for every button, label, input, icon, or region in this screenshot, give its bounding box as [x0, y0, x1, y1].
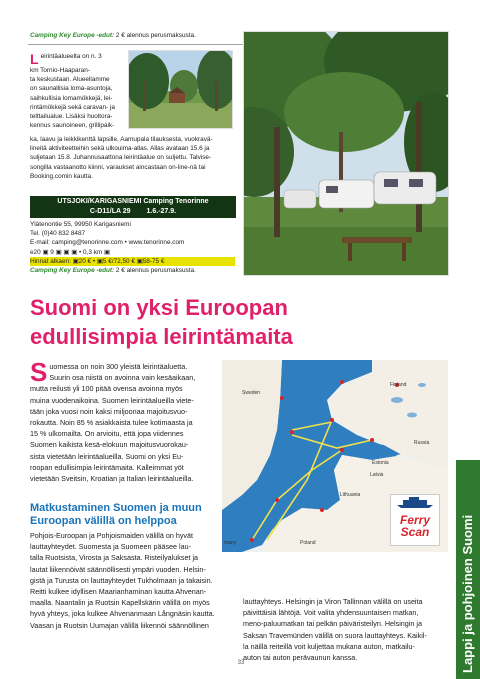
ferry-map	[222, 360, 448, 552]
article-line: la näillä reiteillä voit kuljettaa mukana auton, matkailu-	[243, 641, 415, 651]
article-line: rokautta. Noin 85 % asiakkaista tulee kotimaasta ja	[30, 418, 193, 428]
section-subhead	[30, 502, 240, 528]
map-label-russia: Russia	[414, 440, 430, 446]
camp-intro-line: rintämökkejä sekä caravan- ja	[30, 103, 115, 111]
camp-address: Ylätenontie 55, 99950 Karigasniemi	[30, 221, 131, 228]
article-line: sista vietetään leirintäalueilla. Suomi on yksi Eu-	[30, 451, 184, 461]
article-line: lauttayhteydet. Suomesta ja Suomeen pääsee lau-	[30, 542, 192, 552]
map-label-germany: many	[224, 540, 237, 546]
article-col1	[30, 357, 230, 484]
article-line: muina vuodenaikoina. Suomen leirintäalueilla viete-	[30, 395, 194, 405]
article-line: meno-paluumatkan tai pelkän päiväristeilyn. Helsingin ja	[243, 619, 422, 629]
subhead-line1: Matkustaminen Suomen ja muun	[30, 502, 202, 514]
page-title-line1: Suomi on yksi Euroopan	[30, 295, 288, 320]
camp-intro-line: telttailualue. Lisäksi huoltora-	[30, 113, 113, 121]
campsite-photo-small-image	[129, 51, 232, 128]
article-line: uomessa on noin 300 yleistä leirintäaluetta.	[49, 362, 188, 371]
article-line: roopan edullisimpia leirintämaita. Kalleimmat yöt	[30, 462, 184, 472]
map-label-poland: Poland	[300, 540, 316, 546]
article-line: maalla. Naantalin ja Ruotsin Kapellskärin välillä on myös	[30, 598, 210, 608]
map-label-sweden: Sweden	[242, 390, 261, 396]
top-note	[30, 31, 196, 40]
camp-prices: Hinnat alkaen: ▣20 € • ▣5 €/72,50 € ▣58-75 €	[30, 257, 235, 266]
camp-header-code: C-D11/LA 29	[89, 208, 131, 215]
article-line: hyvä yhteys, joka kulkee Ahvenanmaan Långnäsin kautta.	[30, 609, 215, 619]
article-line: lautat liikennöivät säännöllisesti ympäri vuoden. Helsin-	[30, 564, 206, 574]
article-line: Reitti kulkee idyllisen Maarianhaminan kautta Ahvenan-	[30, 587, 207, 597]
map-label-lithuania: Lithuania	[340, 492, 361, 498]
camp-intro-line: ka, laavu ja leikkikenttä lapsille. Aamupala tilauksesta, vuokravä-	[30, 136, 213, 143]
camp-intro-line: songilla vastaanotto kiinni, varaukset aincastaan on-line-nä tai	[30, 163, 206, 171]
article-line: päivittäisiä lähtöjä. Voit valita yhdensuuntaisen matkan,	[243, 608, 419, 618]
article-line: Vaasan ja Ruotsin Uumajan välillä liikennöi säännöllinen	[30, 620, 209, 630]
section-side-label: Lappi ja pohjoinen Suomi	[460, 514, 475, 673]
camp-intro-line: saihkullisia lomamökkejä, lei-	[30, 94, 113, 102]
camp-header-sub	[34, 207, 232, 217]
camp-intro-line: on saunallisia loma-asuntoja,	[30, 85, 113, 93]
page-title-line2: edullisimpia leirintämaita	[30, 324, 293, 349]
article-line: Suomen kaikista kesä-elokuun majoitusvuorokau-	[30, 440, 189, 450]
campsite-photo-large	[243, 31, 449, 276]
article-line: 15 % ulkomailta. On arvioitu, että jopa viidennes	[30, 429, 184, 439]
camp-header-title: UTSJOKI/KARIGASNIEMI Camping Tenorinne	[57, 198, 209, 205]
camp-key-label: Camping Key Europe -edut:	[30, 267, 115, 275]
camp-key	[30, 266, 235, 275]
camp-key-text: 2 € alennus perusmaksusta.	[114, 267, 196, 275]
article-col1b	[30, 530, 240, 631]
camp-intro-line: lineitä aktiviteetteihin sekä ulkouima-allas. Allas avataan 15.6 ja	[30, 145, 210, 153]
map-label-estonia: Estonia	[372, 460, 389, 466]
camp-intro-line: ta keskustaan. Alueellamme	[30, 76, 110, 84]
ferryscan-logo-line1: Ferry	[399, 513, 431, 527]
camp-intro-line: eirintäalueelta on n. 3	[40, 53, 102, 60]
campsite-photo-small	[128, 50, 233, 129]
campsite-photo-large-image	[244, 32, 448, 275]
camp-intro-line: suljetaan 15.8. Juhannusaattona leirintäalue on suljettu. Talvise-	[30, 154, 212, 162]
camp-email-web: E-mail: camping@tenorinne.com • www.tenorinne.com	[30, 239, 185, 247]
map-label-latvia: Latvia	[370, 472, 384, 478]
camp-dropcap: L	[30, 51, 39, 67]
ferryscan-logo	[390, 494, 440, 546]
camp-phone: Tel. (0)40 832 8487	[30, 230, 86, 238]
article-dropcap: S	[30, 357, 48, 387]
camp-details	[30, 220, 235, 275]
ferryscan-logo-line2: Scan	[400, 525, 430, 539]
article-line: Saksan Travemünden välillä on suora lauttayhteys. Kaikil-	[243, 630, 427, 640]
article-line: auton tai auton perävaunun kanssa.	[243, 653, 358, 663]
article-line: gistä ja Turusta on lauttayhteydet Tukholmaan ja takaisin.	[30, 575, 213, 585]
camping-key-label: Camping Key Europe -edut:	[30, 32, 115, 39]
page-number: 33	[237, 660, 245, 666]
article-line: Pohjois-Euroopan ja Pohjoismaiden välillä on hyvät	[30, 531, 194, 540]
map-label-finland: Finland	[390, 382, 407, 388]
camp-intro-line: kennus saunoineen, grillipaik-	[30, 122, 115, 130]
camp-header-dates: 1.6.-27.9.	[146, 208, 177, 215]
camp-intro-narrow	[30, 52, 126, 130]
camp-intro-line: Booking.comin kautta.	[30, 172, 93, 180]
ferry-ship-icon	[391, 495, 439, 509]
camping-key-text: 2 € alennus perusmaksusta.	[114, 32, 196, 39]
camp-intro-line: km Tornio-Haaparan-	[30, 67, 90, 74]
section-side-label-wrap	[456, 460, 480, 679]
article-line: Suurin osa niistä on avoinna vain kesäaikaan,	[49, 373, 196, 383]
subhead-line2: Euroopan välillä on helppoa	[30, 515, 177, 527]
camp-amenities: e20 ▣ 9 ▣ ▣ ▣ • 0,3 km ▣	[30, 248, 111, 256]
article-line: tään joka vuosi noin kaksi miljoonaa majoitusvuo-	[30, 406, 188, 416]
camp-intro-wide	[30, 135, 235, 181]
page-title	[30, 293, 450, 351]
article-line: talla Ruotsista, Virosta ja Saksasta. Risteilyalukset ja	[30, 553, 199, 563]
article-line: vietetään Sveitsin, Kroatian ja Italian leirintäalueilla.	[30, 474, 194, 484]
article-line: mutta reilusti yli 100 pitää ovensa avoinna myös	[30, 384, 183, 394]
article-line: lauttayhteys. Helsingin ja Viron Tallinnan välillä on useita	[243, 597, 423, 606]
camp-header	[30, 196, 236, 218]
article-col2	[243, 596, 448, 663]
